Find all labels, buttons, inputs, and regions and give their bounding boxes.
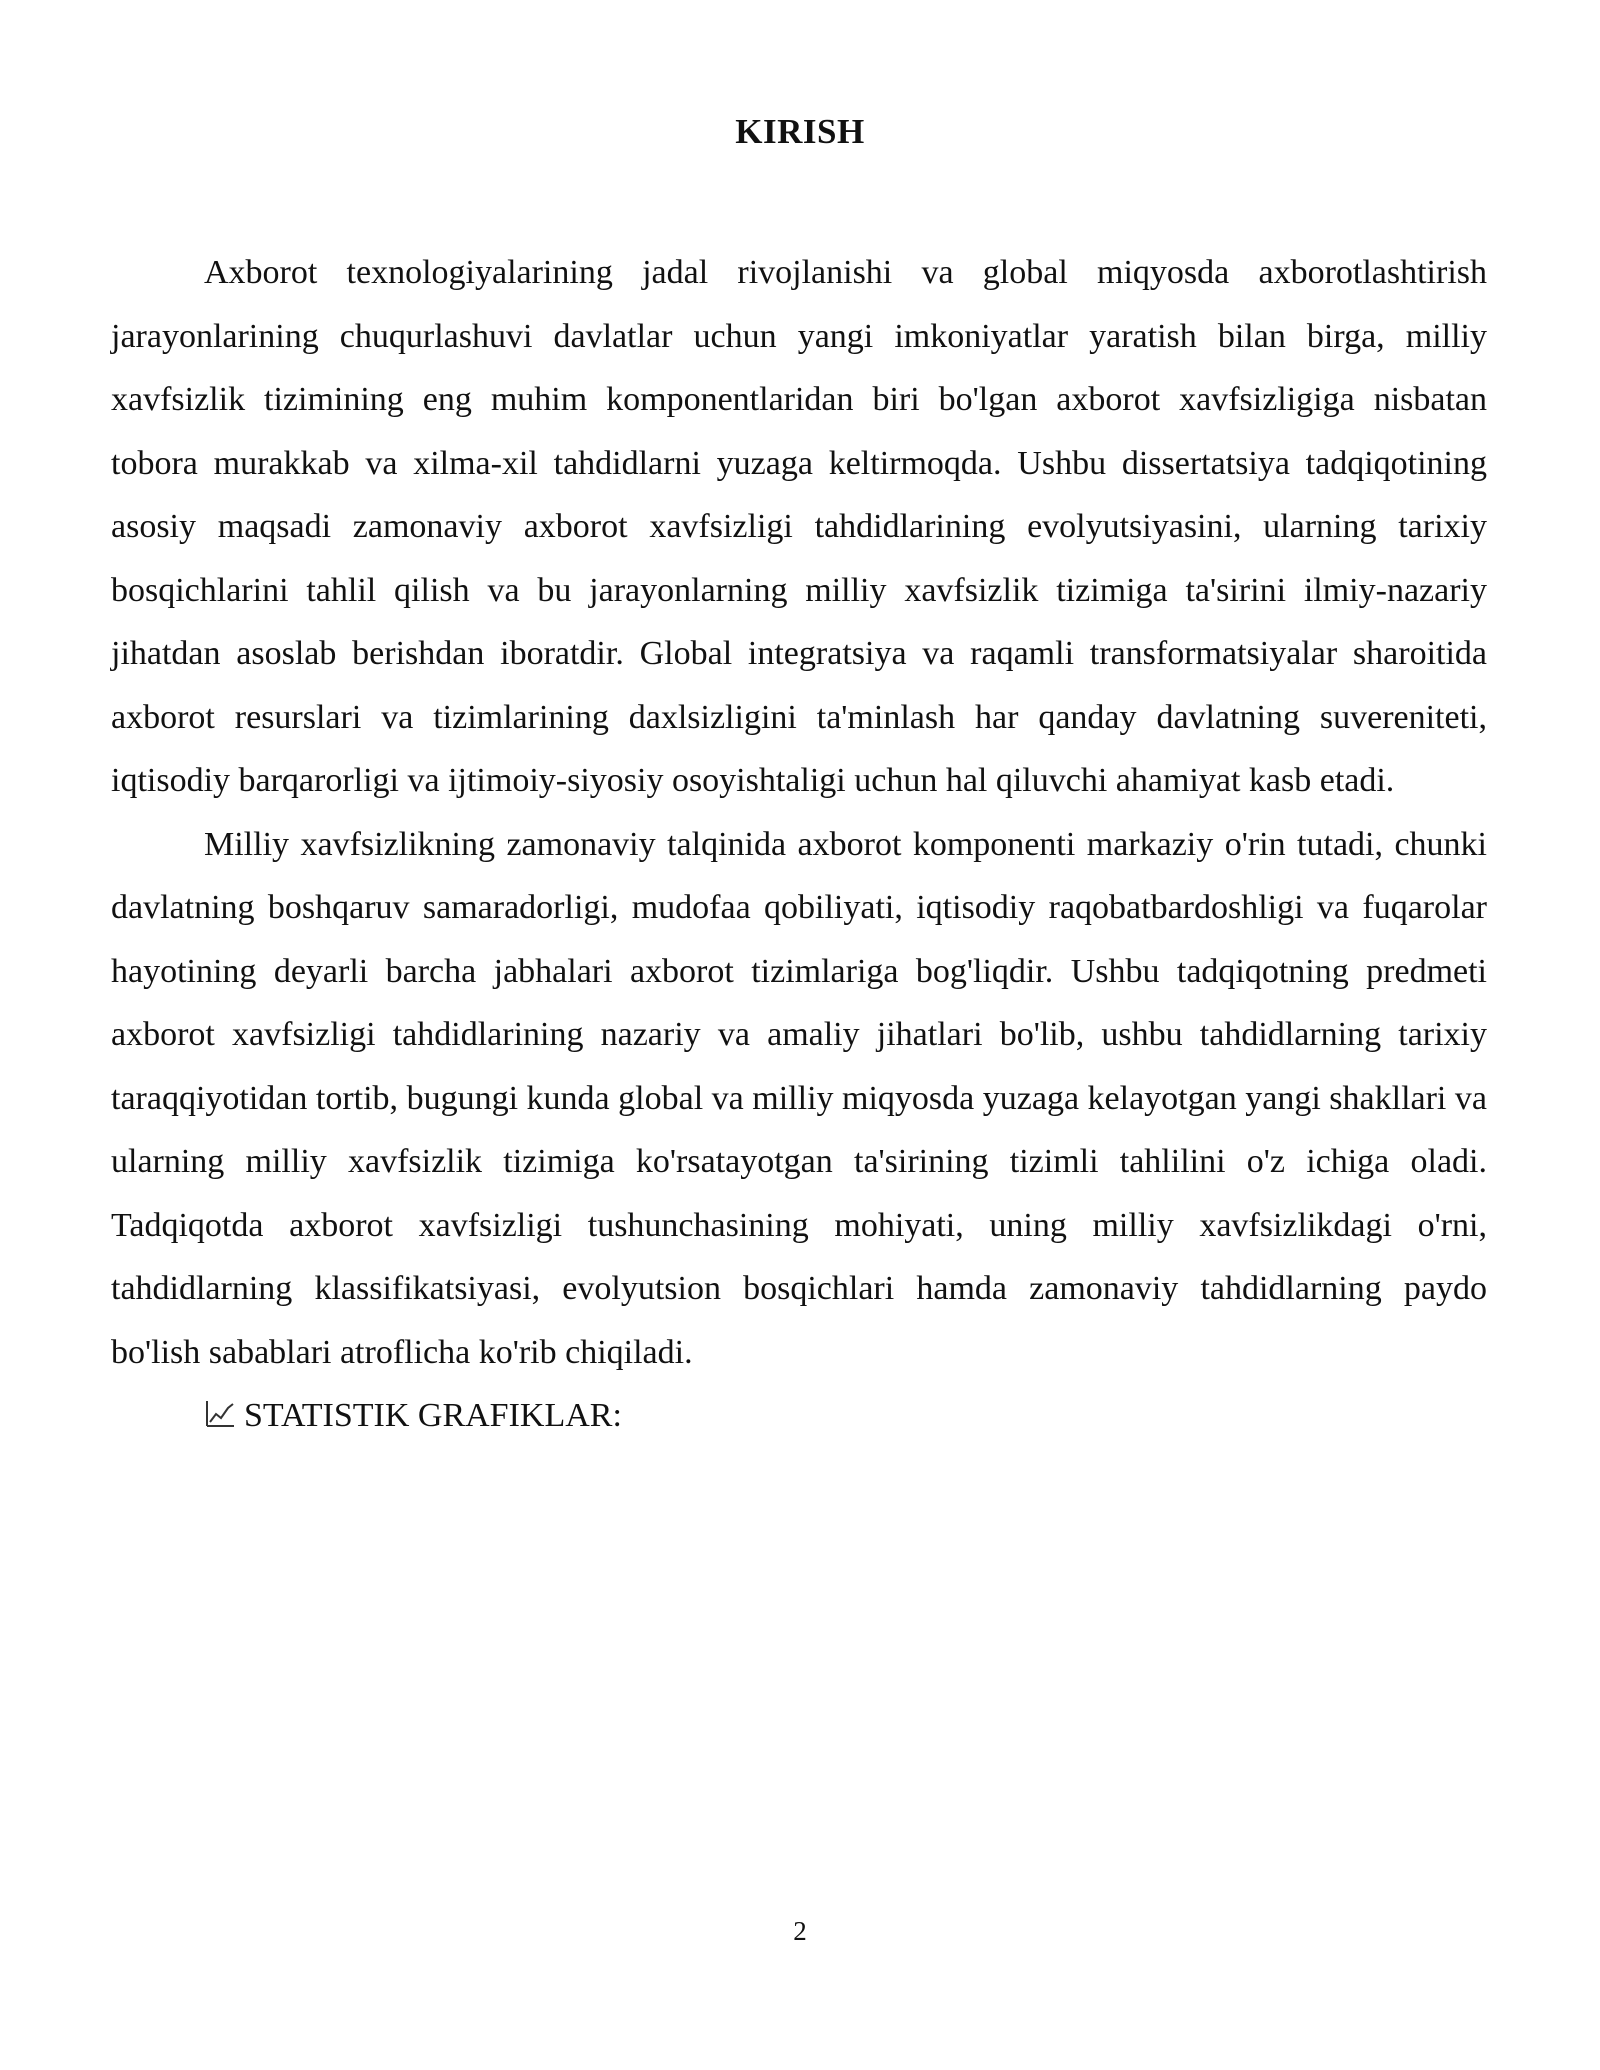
- chart-increasing-icon: [204, 1399, 236, 1429]
- page-title: KIRISH: [735, 112, 865, 151]
- page-number: 2: [793, 1916, 807, 1946]
- statistics-heading-text: STATISTIK GRAFIKLAR:: [244, 1397, 622, 1434]
- statistics-heading: [111, 1384, 1487, 1448]
- paragraph-introduction: Axborot texnologiyalarining jadal rivojlanishi va global miqyosda axborotlashtirish jarayonlarining chuqurlashuvi davlatlar uchun yangi imkoniyatlar yaratish bilan birga, milliy xavfsizlik tizimining eng muhim komponentlaridan biri bo'lgan axborot xavfsizligiga nisbatan tobora murakkab va xilma-xil tahdidlarni yuzaga keltirmoqda. Ushbu dissertatsiya tadqiqotining asosiy maqsadi zamonaviy axborot xavfsizligi tahdidlarining evolyutsiyasini, ularning tarixiy bosqichlarini tahlil qilish va bu jarayonlarning milliy xavfsizlik tizimiga ta'sirini ilmiy-nazariy jihatdan asoslab berishdan iboratdir. Global integratsiya va raqamli transformatsiyalar sharoitida axborot resurslari va tizimlarining daxlsizligini ta'minlash har qanday davlatning suvereniteti, iqtisodiy barqarorligi va ijtimoiy-siyosiy osoyishtaligi uchun hal qiluvchi ahamiyat kasb etadi.: [111, 254, 1487, 799]
- paragraph-national-security: Milliy xavfsizlikning zamonaviy talqinida axborot komponenti markaziy o'rin tutadi, chunki davlatning boshqaruv samaradorligi, mudofaa qobiliyati, iqtisodiy raqobatbardoshligi va fuqarolar hayotining deyarli barcha jabhalari axborot tizimlariga bog'liqdir. Ushbu tadqiqotning predmeti axborot xavfsizligi tahdidlarining nazariy va amaliy jihatlari bo'lib, ushbu tahdidlarning tarixiy taraqqiyotidan tortib, bugungi kunda global va milliy miqyosda yuzaga kelayotgan yangi shakllari va ularning milliy xavfsizlik tizimiga ko'rsatayotgan ta'sirining tizimli tahlilini o'z ichiga oladi. Tadqiqotda axborot xavfsizligi tushunchasining mohiyati, uning milliy xavfsizlikdagi o'rni, tahdidlarning klassifikatsiyasi, evolyutsion bosqichlari hamda zamonaviy tahdidlarning paydo bo'lish sabablari atroflicha ko'rib chiqiladi.: [111, 825, 1487, 1371]
- document-body: [111, 241, 1487, 1448]
